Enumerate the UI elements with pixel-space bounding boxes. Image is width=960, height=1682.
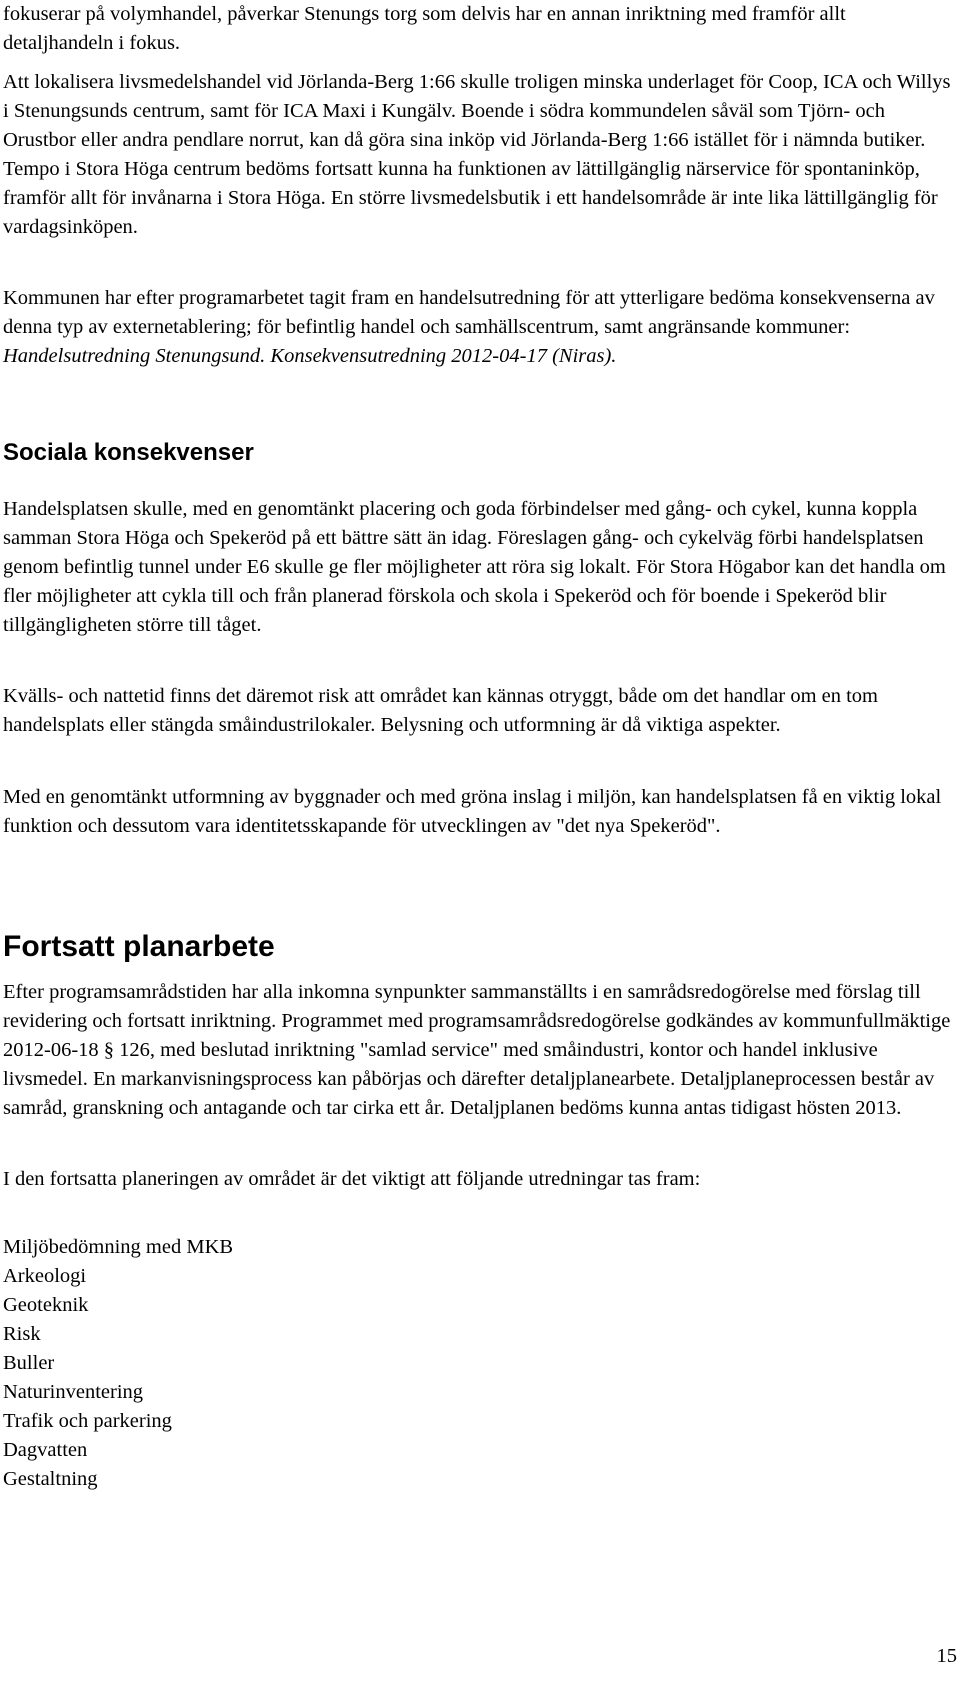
paragraph-lokalisera: Att lokalisera livsmedelshandel vid Jörlanda-Berg 1:66 skulle troligen minska underlaget för Coop, ICA och Willys i Stenungsunds centrum, samt för ICA Maxi i Kungälv. Boende i södra kommundelen såväl som Tjörn- och Orustbor eller andra pendlare norrut, kan då göra sina inköp vid Jörlanda-Berg 1:66 istället för i nämnda butiker. Tempo i Stora Höga centrum bedöms fortsatt kunna ha funktionen av lättillgänglig närservice för spontaninköp, framför allt för invånarna i Stora Höga. En större livsmedelsbutik i ett handelsområde är inte lika lättillgänglig för vardagsinköpen. xyxy=(3,71,951,238)
list-item: Miljöbedömning med MKB xyxy=(3,1236,234,1258)
list-item: Geoteknik xyxy=(3,1294,89,1316)
list-item: Buller xyxy=(3,1352,55,1374)
paragraph-sociala-2: Kvälls- och nattetid finns det däremot risk att området kan kännas otryggt, både om det handlar om en tom handelsplats eller stängda småindustrilokaler. Belysning och utformning är då viktiga aspekter. xyxy=(3,685,879,736)
list-item: Risk xyxy=(3,1323,41,1345)
paragraph-kommunen-reference: Handelsutredning Stenungsund. Konsekvensutredning 2012-04-17 (Niras). xyxy=(3,345,617,367)
paragraph-fortsatt-2: I den fortsatta planeringen av området är det viktigt att följande utredningar tas fram: xyxy=(3,1168,701,1190)
paragraph-sociala-3: Med en genomtänkt utformning av byggnader och med gröna inslag i miljön, kan handelsplatsen få en viktig lokal funktion och dessutom vara identitetsskapande för utvecklingen av "det nya Spekeröd". xyxy=(3,786,942,837)
heading-sociala-konsekvenser: Sociala konsekvenser xyxy=(3,439,254,466)
utredningar-list xyxy=(3,1233,233,1494)
heading-fortsatt-planarbete: Fortsatt planarbete xyxy=(3,930,275,963)
list-item: Arkeologi xyxy=(3,1265,87,1287)
list-item: Trafik och parkering xyxy=(3,1410,172,1432)
paragraph-kommunen-lead: Kommunen har efter programarbetet tagit fram en handelsutredning för att ytterligare bedöma konsekvenserna av denna typ av externetablering; för befintlig handel och samhällscentrum, samt angränsande kommuner: xyxy=(3,287,935,338)
paragraph-intro: fokuserar på volymhandel, påverkar Stenungs torg som delvis har en annan inriktning med framför allt detaljhandeln i fokus. xyxy=(3,3,846,54)
paragraph-kommunen xyxy=(3,284,955,371)
list-item: Gestaltning xyxy=(3,1468,98,1490)
page-number: 15 xyxy=(936,1645,957,1667)
list-item: Dagvatten xyxy=(3,1439,88,1461)
paragraph-sociala-1: Handelsplatsen skulle, med en genomtänkt placering och goda förbindelser med gång- och cykel, kunna koppla samman Stora Höga och Spekeröd på ett bättre sätt än idag. Föreslagen gång- och cykelväg förbi handelsplatsen genom befintlig tunnel under E6 skulle ge fler möjligheter att röra sig lokalt. För Stora Högabor kan det handla om fler möjligheter att cykla till och från planerad förskola och skola i Spekeröd och för boende i Spekeröd blir tillgängligheten större till tåget. xyxy=(3,498,946,636)
paragraph-fortsatt-1: Efter programsamrådstiden har alla inkomna synpunkter sammanställts i en samrådsredogörelse med förslag till revidering och fortsatt inriktning. Programmet med programsamrådsredogörelse godkändes av kommunfullmäktige 2012-06-18 § 126, med beslutad inriktning "samlad service" med småindustri, kontor och handel inklusive livsmedel. En markanvisningsprocess kan påbörjas och därefter detaljplanearbete. Detaljplaneprocessen består av samråd, granskning och antagande och tar cirka ett år. Detaljplanen bedöms kunna antas tidigast hösten 2013. xyxy=(3,981,951,1119)
list-item: Naturinventering xyxy=(3,1381,144,1403)
